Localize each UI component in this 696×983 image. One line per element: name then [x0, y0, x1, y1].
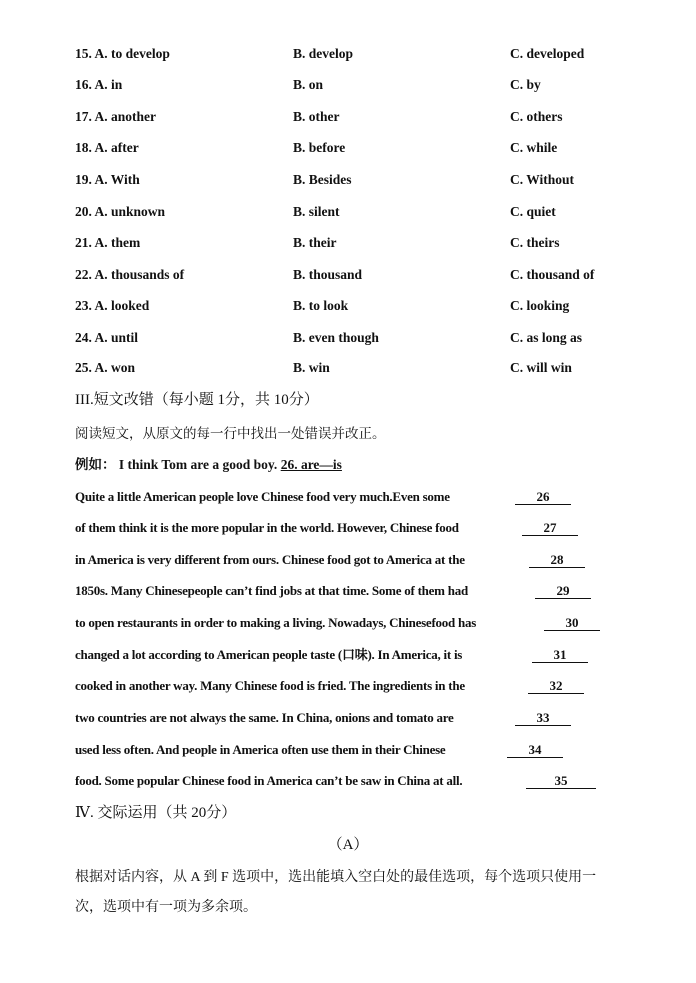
- option-b: B. thousand: [293, 267, 363, 282]
- passage-text: Quite a little American people love Chinese food very much.Even some: [75, 489, 450, 504]
- option-row-18: [0, 138, 696, 158]
- section-3-heading: III.短文改错（每小题 1分，共 10分）: [75, 392, 319, 408]
- option-a: 21. A. them: [75, 235, 141, 250]
- answer-blank[interactable]: 31: [532, 645, 588, 663]
- passage-line: [75, 676, 605, 696]
- option-b: B. silent: [293, 204, 340, 219]
- option-c: C. quiet: [510, 204, 556, 219]
- passage-text: in America is very different from ours. Chinese food got to America at the: [75, 552, 465, 567]
- option-row-25: [0, 358, 696, 378]
- option-a: 17. A. another: [75, 109, 156, 124]
- passage-line: [75, 645, 605, 665]
- option-row-19: [0, 170, 696, 190]
- passage-line: [75, 550, 605, 570]
- option-a: 18. A. after: [75, 140, 139, 155]
- answer-blank[interactable]: 30: [544, 613, 600, 631]
- section-4-heading: Ⅳ. 交际运用（共 20分）: [75, 805, 237, 821]
- passage-line: [75, 581, 605, 601]
- option-c: C. Without: [510, 172, 575, 187]
- example-answer: 26. are—is: [280, 457, 342, 472]
- example-prefix: 例如： I think Tom are a good boy.: [75, 457, 281, 472]
- option-c: C. others: [510, 109, 563, 124]
- passage-line: [75, 740, 605, 760]
- passage-text: two countries are not always the same. In China, onions and tomato are: [75, 710, 454, 725]
- option-a: 15. A. to develop: [75, 46, 170, 61]
- option-a: 25. A. won: [75, 360, 136, 375]
- option-b: B. on: [293, 77, 324, 92]
- answer-blank[interactable]: 27: [522, 518, 578, 536]
- passage-line: [75, 708, 605, 728]
- option-row-17: [0, 107, 696, 127]
- example-line: [75, 455, 342, 475]
- option-c: C. by: [510, 77, 541, 92]
- passage-text: food. Some popular Chinese food in America can’t be saw in China at all.: [75, 773, 463, 788]
- passage-text: to open restaurants in order to making a living. Nowadays, Chinesefood has: [75, 615, 477, 630]
- option-c: C. theirs: [510, 235, 560, 250]
- answer-blank[interactable]: 35: [526, 771, 596, 789]
- option-c: C. as long as: [510, 330, 583, 345]
- passage-text: 1850s. Many Chinesepeople can’t find jobs at that time. Some of them had: [75, 583, 468, 598]
- option-a: 19. A. With: [75, 172, 140, 187]
- option-a: 23. A. looked: [75, 298, 150, 313]
- option-row-15: [0, 44, 696, 64]
- answer-blank[interactable]: 33: [515, 708, 571, 726]
- answer-blank[interactable]: 32: [528, 676, 584, 694]
- answer-blank[interactable]: 34: [507, 740, 563, 758]
- passage-line: [75, 771, 605, 791]
- passage-line: [75, 487, 605, 507]
- option-b: B. other: [293, 109, 340, 124]
- option-b: B. even though: [293, 330, 379, 345]
- option-a: 22. A. thousands of: [75, 267, 185, 282]
- answer-blank[interactable]: 29: [535, 581, 591, 599]
- option-b: B. to look: [293, 298, 349, 313]
- option-a: 24. A. until: [75, 330, 139, 345]
- option-row-16: [0, 75, 696, 95]
- option-row-24: [0, 328, 696, 348]
- section-4-instruction: 根据对话内容，从 A 到 F 选项中，选出能填入空白处的最佳选项，每个选项只使用一次，选项中有一项为多余项。: [75, 870, 597, 915]
- passage-line: [75, 613, 605, 633]
- passage-text: of them think it is the more popular in the world. However, Chinese food: [75, 520, 459, 535]
- option-c: C. developed: [510, 46, 585, 61]
- passage-line: [75, 518, 605, 538]
- option-a: 16. A. in: [75, 77, 123, 92]
- option-row-20: [0, 202, 696, 222]
- option-b: B. win: [293, 360, 330, 375]
- option-a: 20. A. unknown: [75, 204, 166, 219]
- option-row-23: [0, 296, 696, 316]
- option-row-21: [0, 233, 696, 253]
- passage-text: changed a lot according to American people taste (口味). In America, it is: [75, 647, 463, 662]
- option-b: B. before: [293, 140, 346, 155]
- part-label: （A）: [327, 837, 369, 853]
- option-row-22: [0, 265, 696, 285]
- option-b: B. Besides: [293, 172, 352, 187]
- option-c: C. thousand of: [510, 267, 595, 282]
- option-c: C. looking: [510, 298, 570, 313]
- option-c: C. while: [510, 140, 558, 155]
- option-b: B. their: [293, 235, 337, 250]
- section-3-instruction: 阅读短文，从原文的每一行中找出一处错误并改正。: [75, 426, 386, 441]
- answer-blank[interactable]: 28: [529, 550, 585, 568]
- option-b: B. develop: [293, 46, 354, 61]
- passage-text: cooked in another way. Many Chinese food is fried. The ingredients in the: [75, 678, 465, 693]
- passage-text: used less often. And people in America often use them in their Chinese: [75, 742, 446, 757]
- answer-blank[interactable]: 26: [515, 487, 571, 505]
- option-c: C. will win: [510, 360, 572, 375]
